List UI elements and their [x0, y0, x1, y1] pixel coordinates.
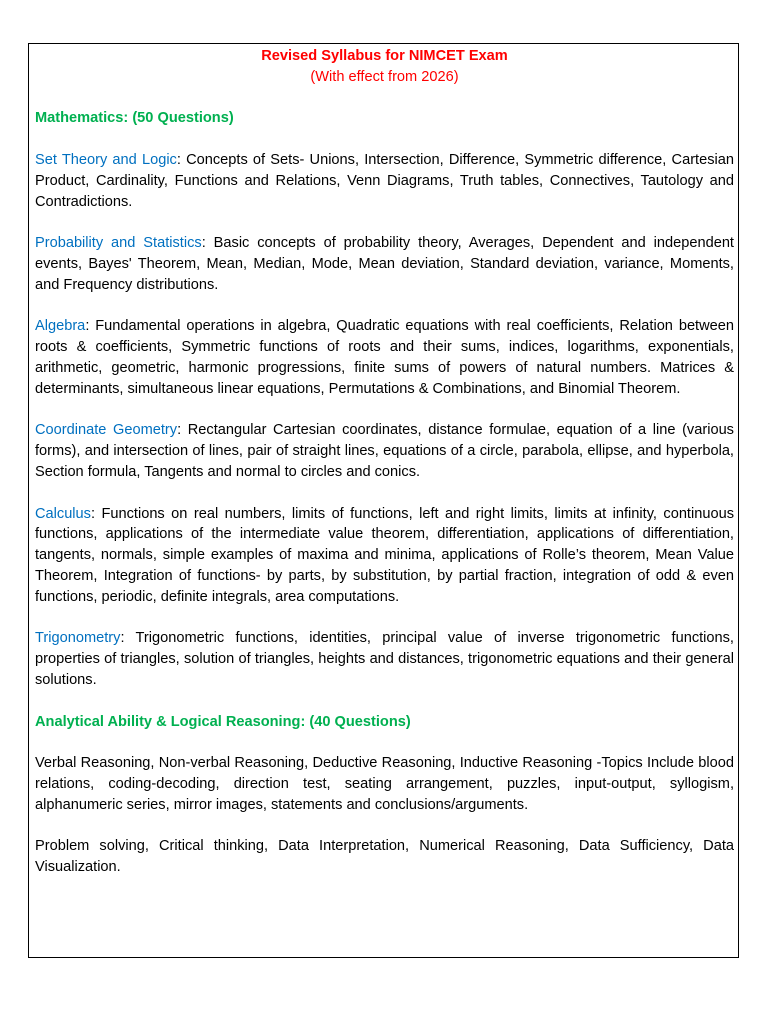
topic-body: : Rectangular Cartesian coordinates, distance formulae, equation of a line (various forms), and intersection of lines, pair of straight lines, equations of a circle, parabola, ellipse, and hyperbola, Section formula, Tangents and normal to circles and conics. — [35, 422, 734, 480]
analytical-paragraph-problem-solving: Problem solving, Critical thinking, Data Interpretation, Numerical Reasoning, Data Sufficiency, Data Visualization. — [35, 838, 734, 876]
mathematics-heading: Mathematics: (50 Questions) — [35, 110, 234, 127]
topic-trigonometry — [35, 628, 734, 690]
topic-body: : Concepts of Sets- Unions, Intersection, Difference, Symmetric difference, Cartesian Product, Cardinality, Functions and Relations, Venn Diagrams, Truth tables, Connectives, Tautology and Contradictions. — [35, 151, 734, 210]
topic-body: : Trigonometric functions, identities, principal value of inverse trigonometric functions, properties of triangles, solution of triangles, heights and distances, trigonometric equations and their general solutions. — [35, 630, 734, 688]
topic-label: Coordinate Geometry — [35, 422, 178, 439]
topic-set-theory — [35, 150, 734, 212]
analytical-paragraph-reasoning: Verbal Reasoning, Non-verbal Reasoning, Deductive Reasoning, Inductive Reasoning -Topics Include blood relations, coding-decoding, direction test, seating arrangement, puzzles, input-output, syllogism, alphanumeric series, mirror images, statements and conclusions/arguments. — [35, 755, 734, 813]
topic-algebra — [35, 316, 734, 399]
syllabus-document — [35, 46, 734, 878]
topic-body: : Basic concepts of probability theory, Averages, Dependent and independent events, Bayes' Theorem, Mean, Median, Mode, Mean deviation, Standard deviation, variance, Moments, and Frequency distributions. — [35, 235, 734, 293]
document-subtitle: (With effect from 2026) — [310, 68, 459, 85]
topic-body: : Functions on real numbers, limits of functions, left and right limits, limits at infinity, continuous functions, applications of the intermediate value theorem, differentiation, applications of differentiation, tangents, normals, simple examples of maxima and minima, applications of Rolle’s theorem, Mean Value Theorem, Integration of functions- by parts, by substitution, by partial fraction, integration of odd & even functions, periodic, definite integrals, area computations. — [35, 505, 734, 605]
topic-label: Set Theory and Logic — [35, 151, 177, 168]
topic-label: Trigonometry — [35, 630, 121, 647]
topic-label: Calculus — [35, 505, 91, 522]
topic-calculus — [35, 504, 734, 608]
analytical-heading: Analytical Ability & Logical Reasoning: (40 Questions) — [35, 713, 411, 730]
topic-coordinate-geometry — [35, 420, 734, 482]
topic-probability-statistics — [35, 233, 734, 295]
topic-body: : Fundamental operations in algebra, Quadratic equations with real coefficients, Relation between roots & coefficients, Symmetric functions of roots and their sums, indices, logarithms, exponentials, arithmetic, geometric, harmonic progressions, finite sums of powers of natural numbers. Matrices & determinants, simultaneous linear equations, Permutations & Combinations, and Binomial Theorem. — [35, 318, 734, 397]
topic-label: Algebra — [35, 318, 86, 335]
topic-label: Probability and Statistics — [35, 235, 202, 252]
document-title: Revised Syllabus for NIMCET Exam — [261, 48, 508, 64]
